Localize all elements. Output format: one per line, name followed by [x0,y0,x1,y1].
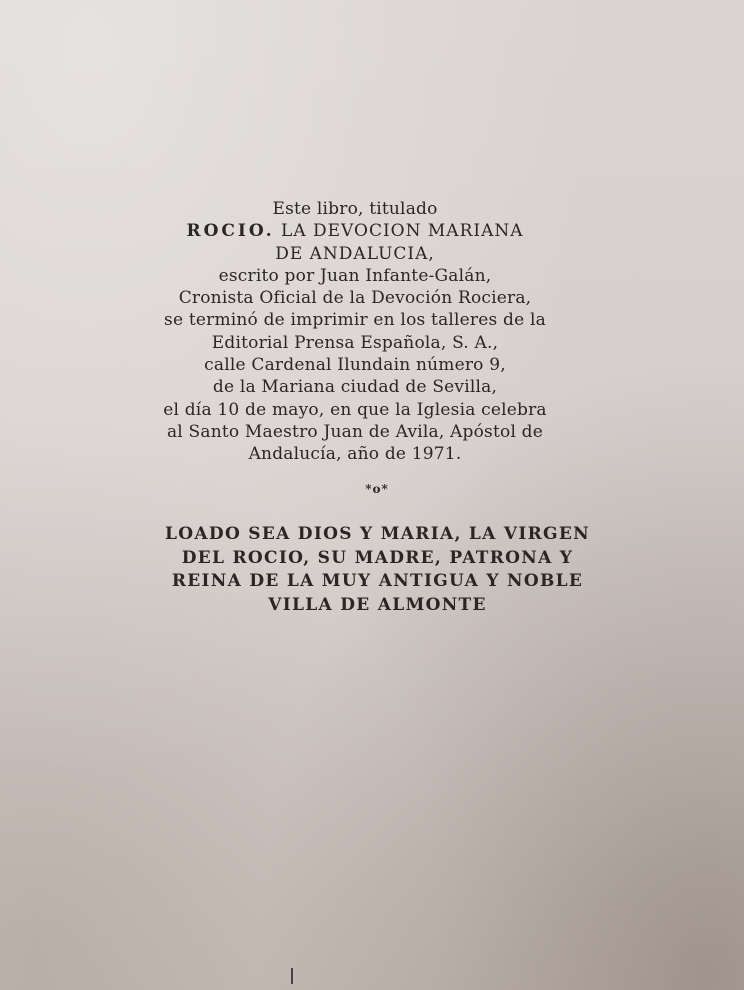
colophon-line: de la Mariana ciudad de Sevilla, [212,377,498,398]
colophon-line: Editorial Prensa Española, S. A., [211,332,499,353]
dedication-line: REINA DE LA MUY ANTIGUA Y NOBLE [171,571,584,591]
colophon-title-word: ROCIO. [186,221,275,242]
colophon-line: Cronista Oficial de la Devoción Rociera, [178,288,532,309]
colophon-line: Este libro, titulado [272,199,438,219]
colophon-line: escrito por Juan Infante-Galán, [218,265,492,286]
colophon-line: se terminó de imprimir en los talleres de la [164,310,546,331]
colophon-title-line [130,220,580,242]
colophon-title-rest: LA DEVOCION MARIANA [281,221,524,242]
colophon [130,198,580,466]
dedication [100,523,655,617]
dedication-line: DEL ROCIO, SU MADRE, PATRONA Y [181,547,574,568]
ornament-text: *o* [365,482,389,496]
dedication-line: VILLA DE ALMONTE [268,594,487,615]
colophon-line: DE ANDALUCIA, [275,243,435,264]
colophon-line: el día 10 de mayo, en que la Iglesia celebra [163,399,547,420]
dedication-line: LOADO SEA DIOS Y MARIA, LA VIRGEN [165,524,590,544]
colophon-line: Andalucía, año de 1971. [248,444,462,465]
ornament-divider [0,482,744,496]
colophon-line: al Santo Maestro Juan de Avila, Apóstol de [166,421,544,442]
colophon-line: calle Cardenal Ilundain número 9, [204,355,506,376]
page-mark [291,968,293,984]
